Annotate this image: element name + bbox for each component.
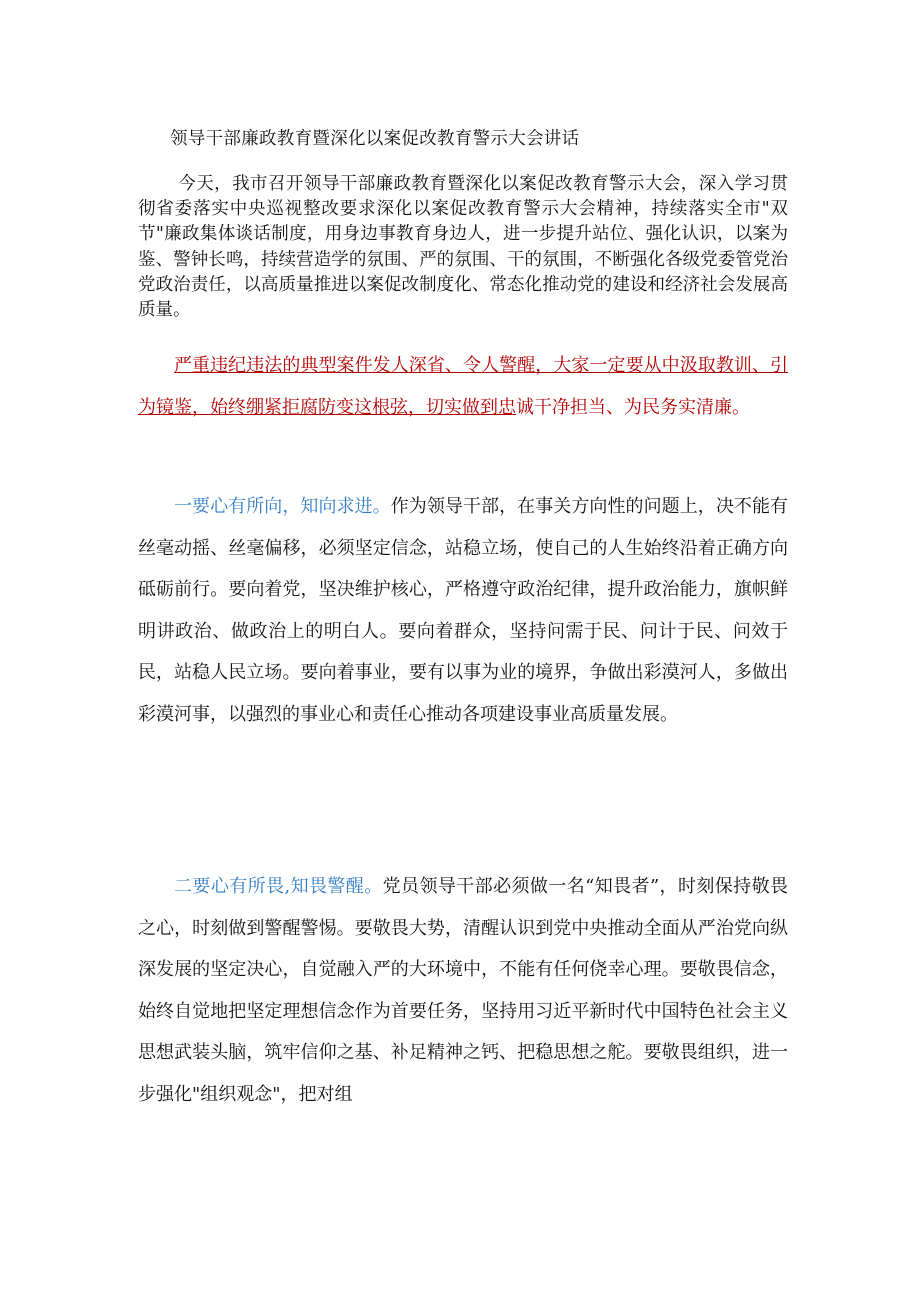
document-title: 领导干部廉政教育暨深化以案促改教育警示大会讲话 [170, 129, 580, 149]
section-two-body: 党员领导干部必须做一名“知畏者”，时刻保持敬畏之心，时刻做到警醒警惕。要敬畏大势，清醒认识到党中央推动全面从严治党向纵深发展的坚定决心，自觉融入严的大环境中，不能有任何侥幸心理。要敬畏信念，始终自觉地把坚定理想信念作为首要任务，坚持用习近平新时代中国特色社会主义思想武装头脑，筑牢信仰之基、补足精神之钙、把稳思想之舵。要敬畏组织，进一步强化"组织观念"，把对组 [138, 876, 788, 1105]
section-two-heading: 二要心有所畏,知畏警醒。 [174, 876, 383, 897]
section-one-paragraph [138, 486, 788, 736]
intro-paragraph: 今天，我市召开领导干部廉政教育暨深化以案促改教育警示大会，深入学习贯彻省委落实中央巡视整改要求深化以案促改教育警示大会精神，持续落实全市"双节"廉政集体谈话制度，用身边事教育身边人，进一步提升站位、强化认识，以案为鉴、警钟长鸣，持续营造学的氛围、严的氛围、干的氛围，不断强化各级党委管党治党政治责任，以高质量推进以案促改制度化、常态化推动党的建设和经济社会发展高质量。 [138, 174, 788, 321]
warning-paragraph [138, 345, 788, 429]
section-one-heading: 一要心有所向，知向求进。 [174, 496, 391, 517]
warning-rest-text: 诚干净担当、为民务实清廉。 [516, 397, 750, 418]
section-two-paragraph [138, 866, 788, 1116]
warning-underlined-text: 严重违纪违法的典型案件发人深省、令人警醒，大家一定要从中汲取教训、引为镜鉴，始终绷紧拒腐防变这根弦，切实做到忠 [138, 355, 788, 418]
section-one-body: 作为领导干部，在事关方向性的问题上，决不能有丝毫动摇、丝毫偏移，必须坚定信念，站稳立场，使自己的人生始终沿着正确方向砥砺前行。要向着党，坚决维护核心，严格遵守政治纪律，提升政治能力，旗帜鲜明讲政治、做政治上的明白人。要向着群众，坚持问需于民、问计于民、问效于民，站稳人民立场。要向着事业，要有以事为业的境界，争做出彩漠河人，多做出彩漠河事，以强烈的事业心和责任心推动各项建设事业高质量发展。 [138, 496, 789, 725]
